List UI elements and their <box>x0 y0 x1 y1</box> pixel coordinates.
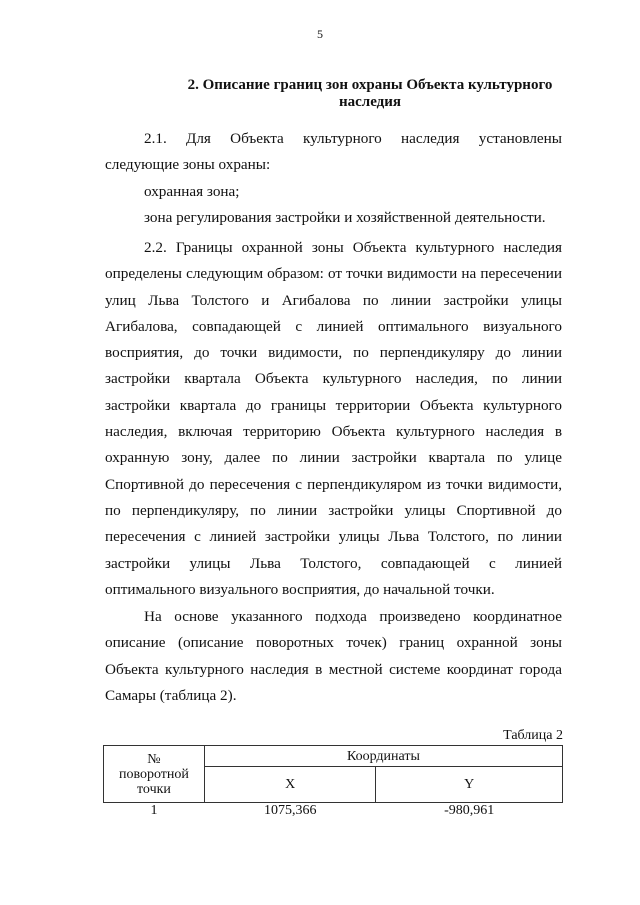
page-number: 5 <box>317 27 323 41</box>
paragraph-3: На основе указанного подхода произведено координатное описание (описание поворотных точек) границ охранной зоны Объекта культурного наследия в местной системе координат города Самары (таблица 2). <box>105 608 562 704</box>
row-x: 1075,366 <box>263 803 317 818</box>
row-y: -980,961 <box>444 803 495 818</box>
section-title-line1: 2. Описание границ зон охраны Объекта культурного <box>187 77 553 93</box>
paragraph-2-2-block <box>105 235 562 603</box>
section-heading <box>170 77 570 111</box>
header-point-number-symbol: № <box>147 751 161 767</box>
coordinates-table <box>103 745 563 818</box>
paragraph-2-2: 2.2. Границы охранной зоны Объекта культурного наследия определены следующим образом: от точки видимости на пересечении улиц Льва Толстого и Агибалова по линии застройки улицы Агибалова, совпадающей с линией оптимального визуального восприятия, до точки видимости, по перпендикуляру до линии застройки квартала Объекта культурного наследия, по линии застройки квартала до границы территории Объекта культурного наследия, включая территорию Объекта культурного наследия в охранную зону, далее по линии застройки квартала по улице Спортивной до пересечения с перпендикуляром из точки видимости, по перпендикуляру, по линии застройки улицы Спортивной до пересечения с линией застройки улицы Льва Толстого, по линии застройки улицы Льва Толстого, совпадающей с линией оптимального визуального восприятия, до начальной точки. <box>105 239 562 598</box>
table-row <box>104 803 563 819</box>
paragraph-2-1: 2.1. Для Объекта культурного наследия установлены следующие зоны охраны: <box>105 130 562 174</box>
paragraph-3-block <box>105 604 562 709</box>
section-title-line2: наследия <box>338 94 402 110</box>
zone-item-regulation: зона регулирования застройки и хозяйственной деятельности. <box>144 208 546 226</box>
paragraph-2-1-block <box>105 126 562 231</box>
header-point-number <box>104 746 205 803</box>
table-caption: Таблица 2 <box>503 728 563 743</box>
header-y: Y <box>376 767 563 803</box>
header-coordinates: Координаты <box>204 746 562 767</box>
header-point-number-label: поворотной точки <box>118 766 189 797</box>
row-point: 1 <box>150 803 158 818</box>
header-x: X <box>204 767 376 803</box>
zone-item-protection: охранная зона; <box>144 182 240 200</box>
